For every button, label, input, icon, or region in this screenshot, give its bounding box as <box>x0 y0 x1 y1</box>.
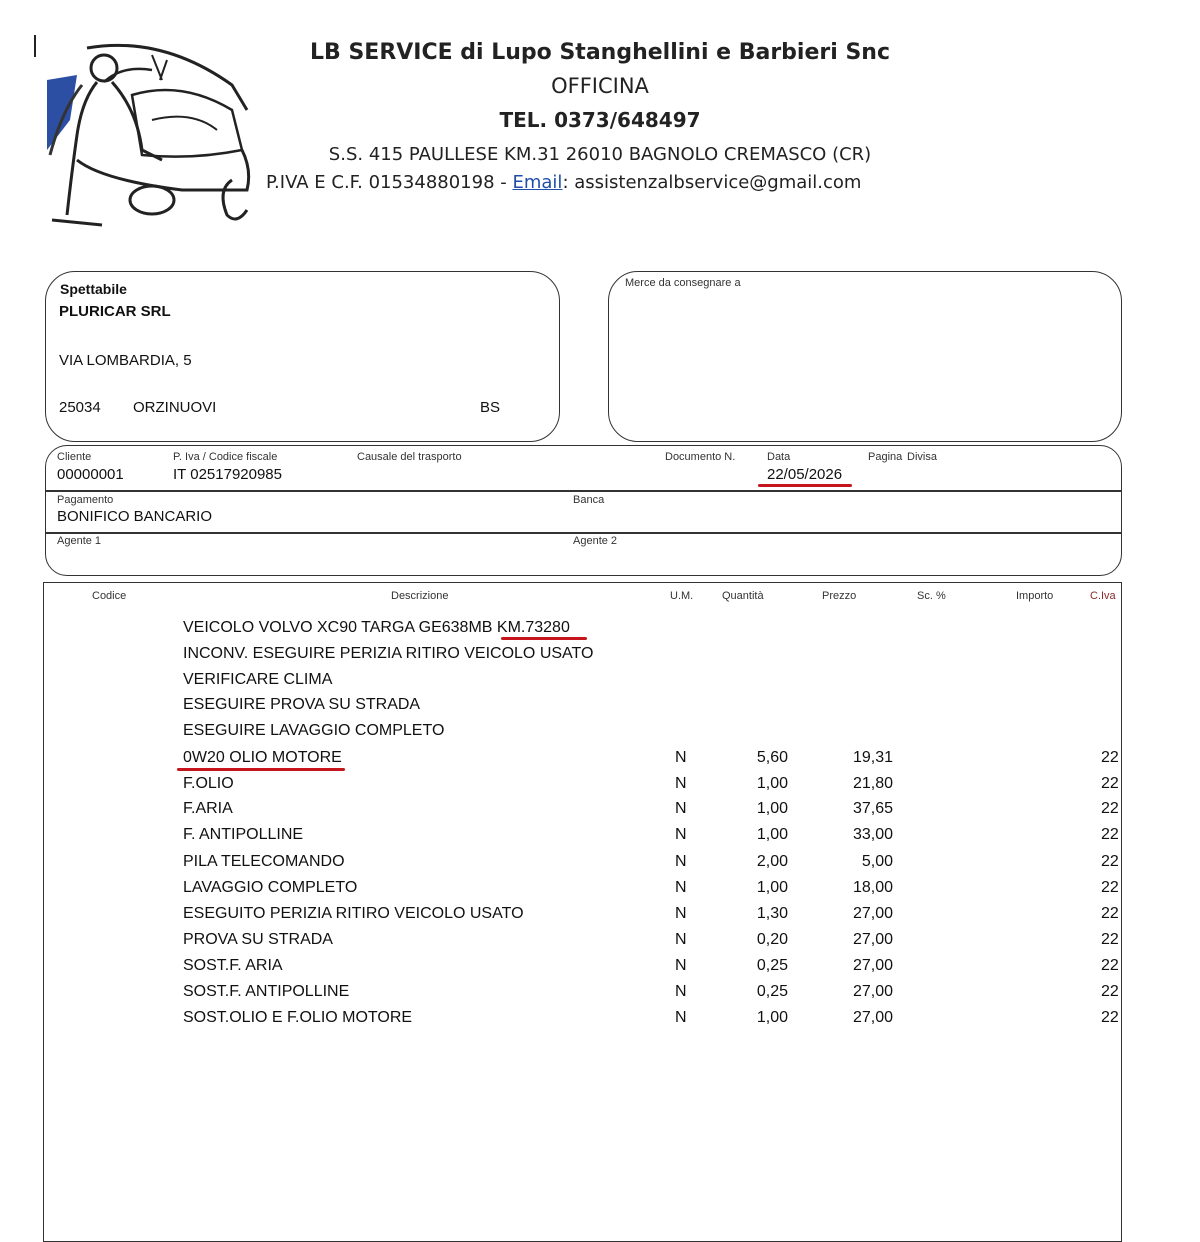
um-cell: N <box>675 749 687 766</box>
table-row <box>0 826 1200 852</box>
recipient-zip: 25034 <box>59 399 101 416</box>
iva-cell: 22 <box>1101 800 1119 817</box>
quantity-cell: 0,25 <box>756 957 788 974</box>
um-cell: N <box>675 931 687 948</box>
um-cell: N <box>675 853 687 870</box>
divisa-label: Divisa <box>907 451 937 463</box>
um-cell: N <box>675 1009 687 1026</box>
table-row <box>0 800 1200 826</box>
divider <box>46 532 1121 534</box>
price-cell: 18,00 <box>852 879 893 896</box>
um-cell: N <box>675 800 687 817</box>
quantity-cell: 1,00 <box>756 1009 788 1026</box>
description-cell: ESEGUIRE PROVA SU STRADA <box>183 696 421 713</box>
data-value: 22/05/2026 <box>767 466 843 483</box>
iva-cell: 22 <box>1101 983 1119 1000</box>
cliente-label: Cliente <box>57 451 92 463</box>
mechanic-car-logo <box>42 40 257 235</box>
price-cell: 27,00 <box>852 983 893 1000</box>
header-um: U.M. <box>670 590 694 602</box>
table-row <box>0 696 1200 722</box>
recipient-street: VIA LOMBARDIA, 5 <box>59 352 192 369</box>
company-name: LB SERVICE di Lupo Stanghellini e Barbieri Snc <box>310 40 890 65</box>
description-cell: PROVA SU STRADA <box>183 931 333 948</box>
header-descrizione: Descrizione <box>391 590 449 602</box>
quantity-cell: 1,00 <box>756 800 788 817</box>
company-address: S.S. 415 PAULLESE KM.31 26010 BAGNOLO CREMASCO (CR) <box>328 144 872 165</box>
company-vat-line <box>266 172 861 193</box>
header-iva: C.Iva <box>1090 590 1116 602</box>
description-cell: VEICOLO VOLVO XC90 TARGA GE638MB KM.73280 <box>183 619 570 636</box>
piva-label: P. Iva / Codice fiscale <box>173 451 278 463</box>
email-address: : assistenzalbservice@gmail.com <box>562 172 862 193</box>
header-codice: Codice <box>92 590 127 602</box>
iva-cell: 22 <box>1101 905 1119 922</box>
recipient-city: ORZINUOVI <box>133 399 217 416</box>
pagina-label: Pagina <box>868 451 903 463</box>
description-cell: INCONV. ESEGUIRE PERIZIA RITIRO VEICOLO USATO <box>183 645 594 662</box>
email-link[interactable]: Email <box>512 172 563 193</box>
description-cell: LAVAGGIO COMPLETO <box>183 879 358 896</box>
description-cell: SOST.OLIO E F.OLIO MOTORE <box>183 1009 413 1026</box>
delivery-label: Merce da consegnare a <box>625 277 741 289</box>
table-row <box>0 749 1200 775</box>
table-row <box>0 983 1200 1009</box>
table-row <box>0 853 1200 879</box>
iva-cell: 22 <box>1101 826 1119 843</box>
um-cell: N <box>675 983 687 1000</box>
price-cell: 27,00 <box>852 1009 893 1026</box>
description-cell: 0W20 OLIO MOTORE <box>183 749 342 766</box>
price-cell: 27,00 <box>852 957 893 974</box>
iva-cell: 22 <box>1101 957 1119 974</box>
pagamento-label: Pagamento <box>57 494 114 506</box>
quantity-cell: 0,20 <box>756 931 788 948</box>
quantity-cell: 1,00 <box>756 826 788 843</box>
causale-label: Causale del trasporto <box>357 451 462 463</box>
description-cell: VERIFICARE CLIMA <box>183 671 333 688</box>
table-row <box>0 645 1200 671</box>
price-cell: 37,65 <box>852 800 893 817</box>
oil-underline <box>177 768 345 771</box>
text-cursor <box>34 35 36 57</box>
iva-cell: 22 <box>1101 879 1119 896</box>
quantity-cell: 5,60 <box>756 749 788 766</box>
quantity-cell: 1,00 <box>756 879 788 896</box>
description-cell: SOST.F. ANTIPOLLINE <box>183 983 350 1000</box>
description-cell: F. ANTIPOLLINE <box>183 826 304 843</box>
table-row <box>0 879 1200 905</box>
company-type: OFFICINA <box>551 74 649 98</box>
agente2-label: Agente 2 <box>573 535 618 547</box>
price-cell: 19,31 <box>852 749 893 766</box>
table-row <box>0 722 1200 748</box>
piva-value: IT 02517920985 <box>173 466 282 483</box>
description-cell: SOST.F. ARIA <box>183 957 283 974</box>
table-row <box>0 619 1200 645</box>
quantity-cell: 1,00 <box>756 775 788 792</box>
um-cell: N <box>675 826 687 843</box>
um-cell: N <box>675 879 687 896</box>
description-cell: F.OLIO <box>183 775 234 792</box>
table-row <box>0 671 1200 697</box>
recipient-name: PLURICAR SRL <box>59 303 171 320</box>
iva-cell: 22 <box>1101 853 1119 870</box>
description-cell: ESEGUITO PERIZIA RITIRO VEICOLO USATO <box>183 905 524 922</box>
header-importo: Importo <box>1016 590 1054 602</box>
banca-label: Banca <box>573 494 605 506</box>
agente1-label: Agente 1 <box>57 535 102 547</box>
um-cell: N <box>675 905 687 922</box>
header-quantita: Quantità <box>722 590 764 602</box>
data-label: Data <box>767 451 791 463</box>
description-cell: F.ARIA <box>183 800 233 817</box>
header-prezzo: Prezzo <box>822 590 857 602</box>
description-cell: PILA TELECOMANDO <box>183 853 345 870</box>
table-row <box>0 905 1200 931</box>
delivery-box <box>608 271 1122 442</box>
documento-label: Documento N. <box>665 451 736 463</box>
quantity-cell: 2,00 <box>756 853 788 870</box>
pagamento-value: BONIFICO BANCARIO <box>57 508 213 525</box>
price-cell: 27,00 <box>852 931 893 948</box>
price-cell: 21,80 <box>852 775 893 792</box>
table-row <box>0 931 1200 957</box>
iva-cell: 22 <box>1101 931 1119 948</box>
description-cell: ESEGUIRE LAVAGGIO COMPLETO <box>183 722 445 739</box>
quantity-cell: 1,30 <box>756 905 788 922</box>
vat-text: P.IVA E C.F. 01534880198 - <box>266 172 513 193</box>
table-row <box>0 957 1200 983</box>
iva-cell: 22 <box>1101 1009 1119 1026</box>
company-phone: TEL. 0373/648497 <box>499 108 701 132</box>
price-cell: 5,00 <box>861 853 893 870</box>
quantity-cell: 0,25 <box>756 983 788 1000</box>
um-cell: N <box>675 775 687 792</box>
km-underline <box>501 637 587 640</box>
divider <box>46 490 1121 492</box>
price-cell: 27,00 <box>852 905 893 922</box>
price-cell: 33,00 <box>852 826 893 843</box>
iva-cell: 22 <box>1101 775 1119 792</box>
cliente-value: 00000001 <box>57 466 124 483</box>
recipient-heading: Spettabile <box>60 281 127 297</box>
header-sconto: Sc. % <box>917 590 946 602</box>
table-row <box>0 775 1200 801</box>
table-row <box>0 1009 1200 1035</box>
um-cell: N <box>675 957 687 974</box>
date-underline <box>758 484 852 487</box>
recipient-province: BS <box>480 399 501 416</box>
iva-cell: 22 <box>1101 749 1119 766</box>
